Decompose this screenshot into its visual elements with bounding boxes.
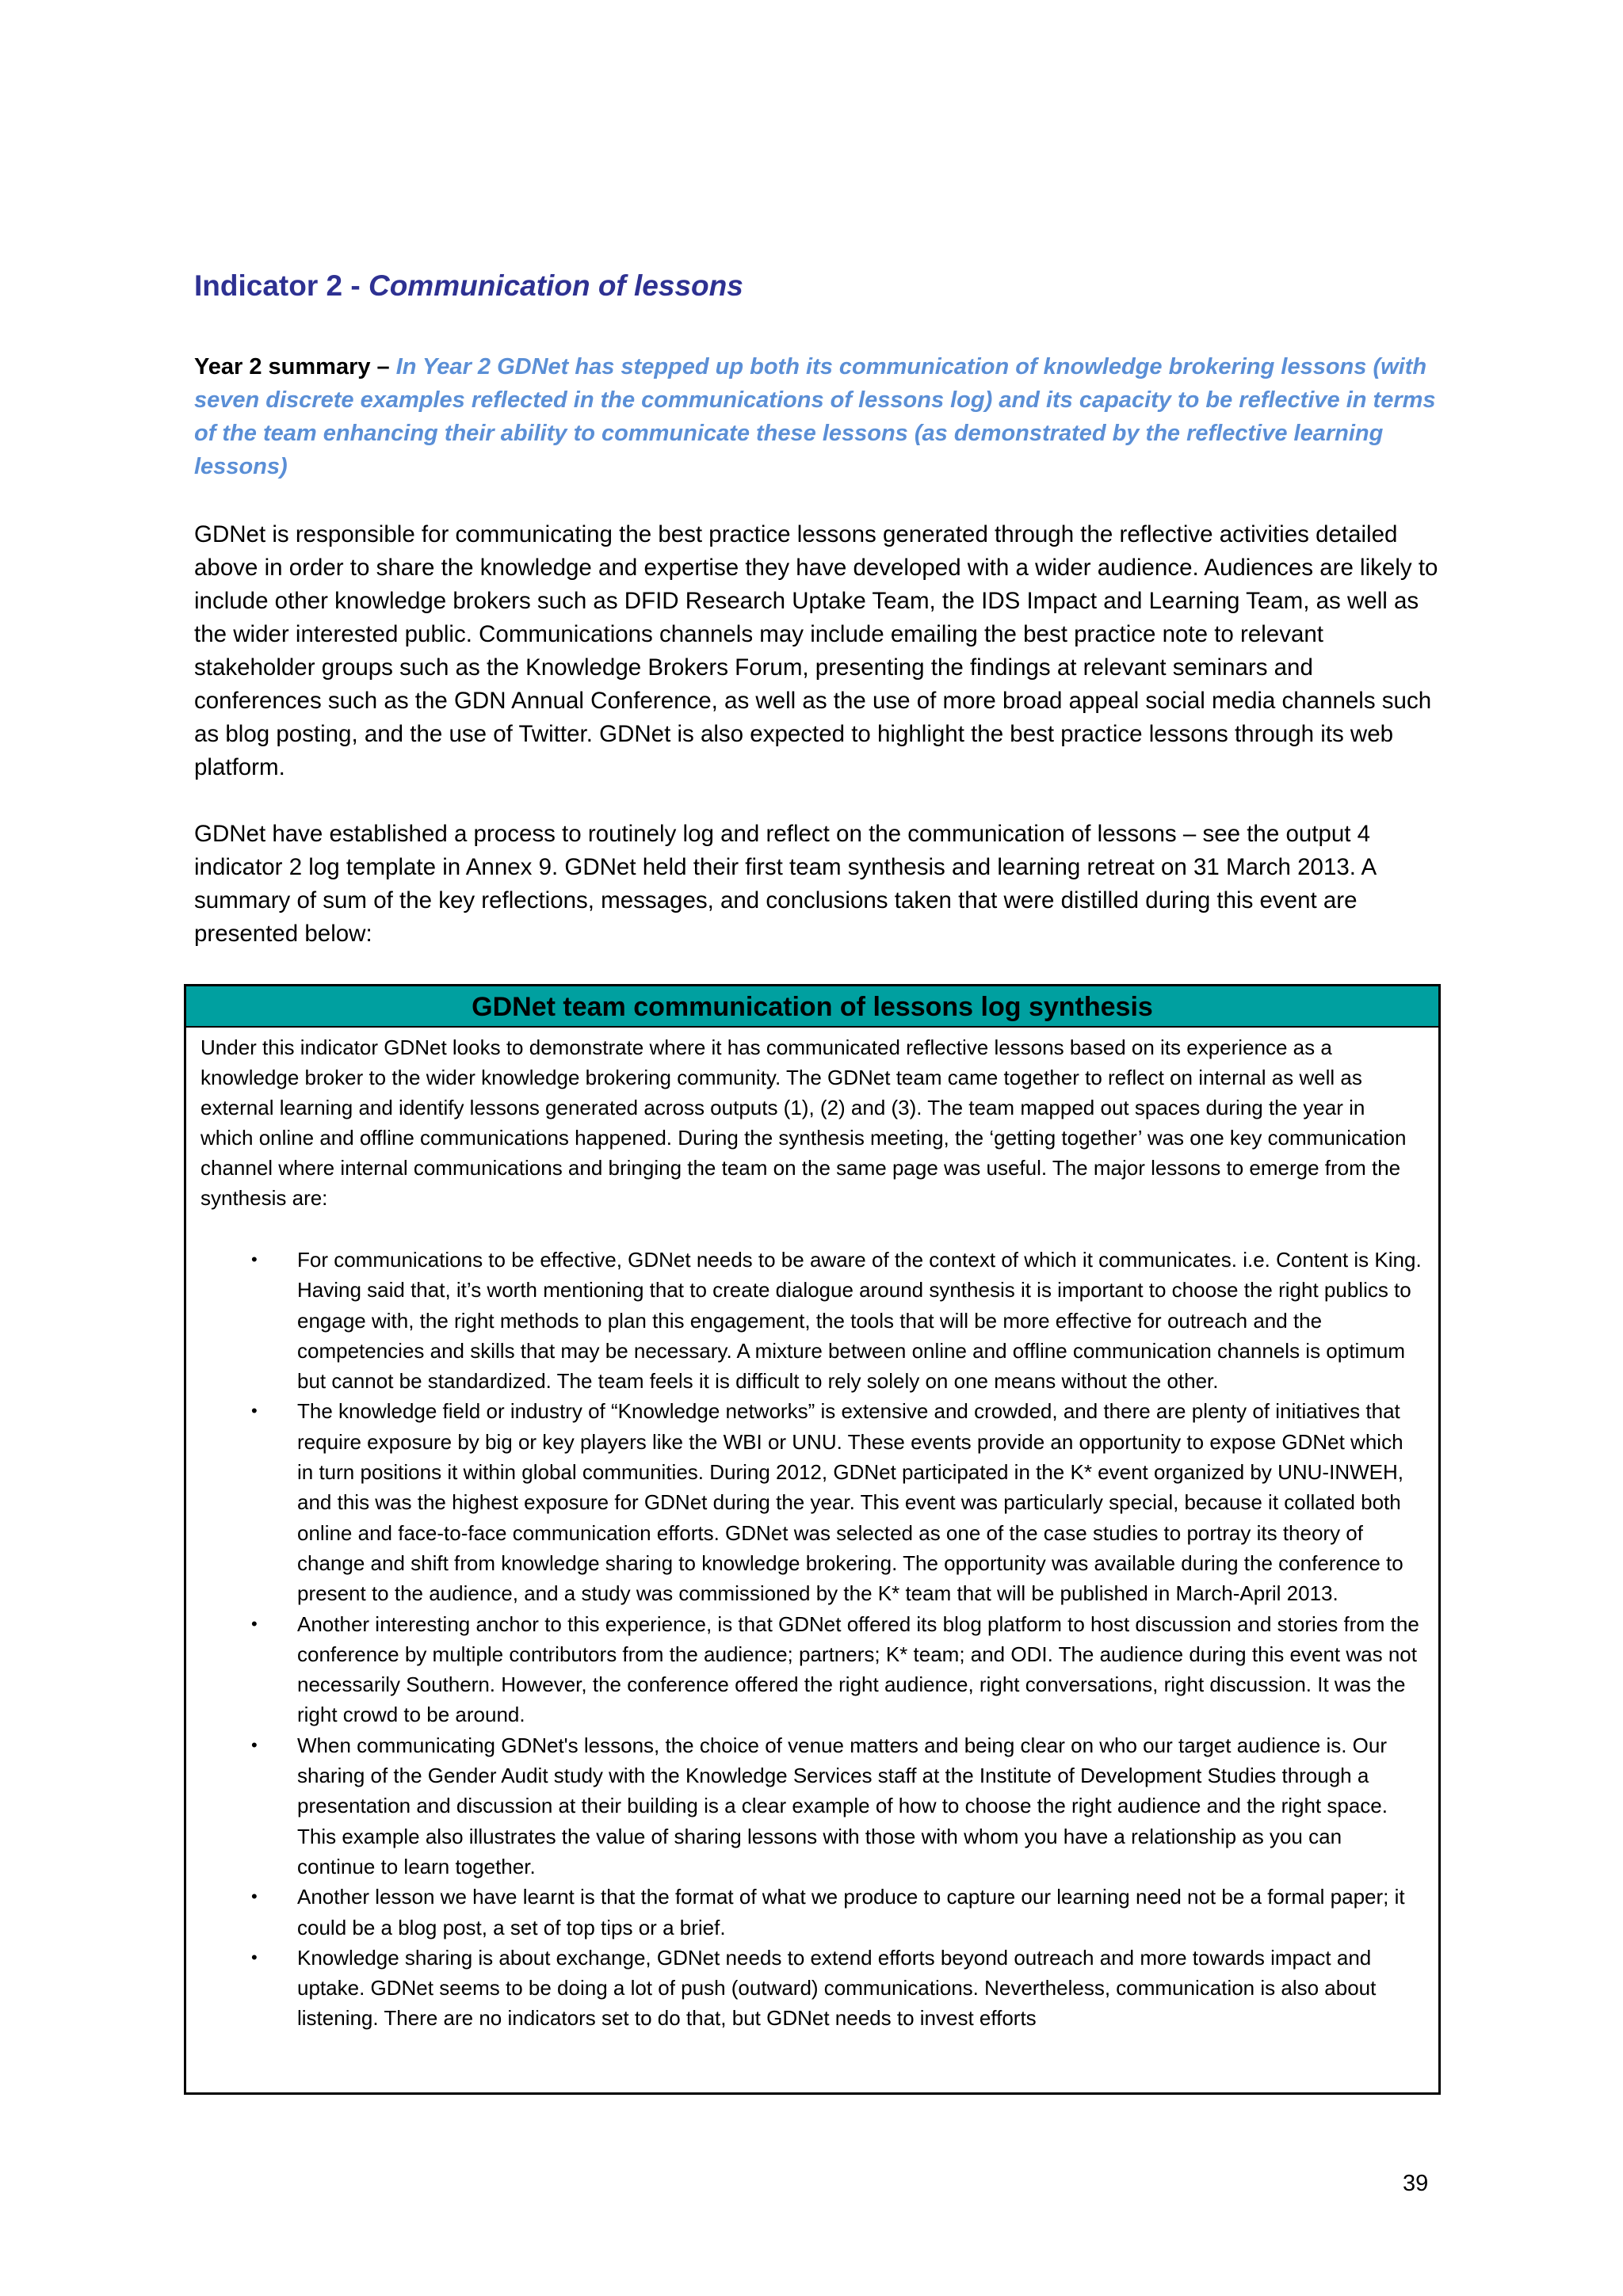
heading-title: Communication of lessons [368, 269, 743, 302]
summary-lead: Year 2 summary – [194, 354, 396, 379]
list-item-text: For communications to be effective, GDNet needs to be aware of the context of which it communicates. i.e. Content is King. Having said that, it’s worth mentioning that to create dialogue around synthesis it is important to choose the right publics to engage with, the right methods to plan this engagement, the tools that will be more effective for outreach and the competencies and skills that may be necessary. A mixture between online and offline communication channels is optimum but cannot be standardized. The team feels it is difficult to rely solely on one means without the other. [297, 1248, 1422, 1394]
bullet-icon: • [251, 1249, 258, 1269]
list-item-text: Another lesson we have learnt is that the format of what we produce to capture our learning need not be a formal paper; it could be a blog post, a set of top tips or a brief. [297, 1885, 1405, 1939]
page-number: 39 [1403, 2171, 1429, 2196]
list-item [186, 1730, 1438, 1882]
section-heading [194, 269, 743, 303]
list-item-text: When communicating GDNet's lessons, the choice of venue matters and being clear on who our target audience is. Our sharing of the Gender Audit study with the Knowledge Services staff at the Institute of Development Studies through a presentation and discussion at their building is a clear example of how to choose the right audience and the right space. This example also illustrates the value of sharing lessons with those with whom you have a relationship as you can continue to learn together. [297, 1733, 1388, 1878]
bullet-icon: • [251, 1947, 258, 1967]
list-item-text: The knowledge field or industry of “Knowledge networks” is extensive and crowded, and there are plenty of initiatives that require exposure by big or key players like the WBI or UNU. These events provide an opportunity to expose GDNet which in turn positions it within global communities. During 2012, GDNet participated in the K* event organized by UNU-INWEH, and this was the highest exposure for GDNet during the year. This event was particularly special, because it collated both online and face-to-face communication efforts. GDNet was selected as one of the case studies to portray its theory of change and shift from knowledge sharing to knowledge brokering. The opportunity was available during the conference to present to the audience, and a study was commissioned by the K* team that will be published in March-April 2013. [297, 1399, 1403, 1606]
bullet-icon: • [251, 1401, 258, 1421]
list-item [186, 1943, 1438, 2034]
lessons-list [186, 1245, 1438, 2034]
list-item-text: Another interesting anchor to this experience, is that GDNet offered its blog platform to host discussion and stories from the conference by multiple contributors from the audience; partners; K* team; and ODI. The audience during this event was not necessarily Southern. However, the conference offered the right audience, right conversations, right discussion. It was the right crowd to be around. [297, 1611, 1419, 1727]
paragraph-responsibility: GDNet is responsible for communicating the best practice lessons generated through the reflective activities detailed above in order to share the knowledge and expertise they have developed with a wider audience. Audiences are likely to include other knowledge brokers such as DFID Research Uptake Team, the IDS Impact and Learning Team, as well as the wider interested public. Communications channels may include emailing the best practice note to relevant stakeholder groups such as the Knowledge Brokers Forum, presenting the findings at relevant seminars and conferences such as the GDN Annual Conference, as well as the use of more broad appeal social media channels such as blog posting, and the use of Twitter. GDNet is also expected to highlight the best practice lessons through its web platform. [194, 521, 1438, 780]
year-2-summary [194, 350, 1442, 483]
list-item [186, 1882, 1438, 1943]
summary-text: In Year 2 GDNet has stepped up both its communication of knowledge brokering lessons (with seven discrete examples reflected in the communications of lessons log) and its capacity to be reflective in terms of the team enhancing their ability to communicate these lessons (as demonstrated by the reflective learning lessons) [194, 354, 1436, 479]
list-item-text: Knowledge sharing is about exchange, GDNet needs to extend efforts beyond outreach and more towards impact and uptake. GDNet seems to be doing a lot of push (outward) communications. Nevertheless, communication is also about listening. There are no indicators set to do that, but GDNet needs to invest efforts [297, 1945, 1377, 2031]
synthesis-box [184, 984, 1441, 2095]
list-item [186, 1609, 1438, 1730]
paragraph-process: GDNet have established a process to routinely log and reflect on the communication of lessons – see the output 4 indicator 2 log template in Annex 9. GDNet held their first team synthesis and learning retreat on 31 March 2013. A summary of sum of the key reflections, messages, and conclusions taken that were distilled during this event are presented below: [194, 821, 1376, 947]
synthesis-box-title: GDNet team communication of lessons log synthesis [186, 986, 1438, 1028]
bullet-icon: • [251, 1613, 258, 1634]
heading-prefix: Indicator 2 - [194, 269, 369, 302]
list-item [186, 1245, 1438, 1396]
synthesis-box-intro: Under this indicator GDNet looks to demonstrate where it has communicated reflective lessons based on its experience as a knowledge broker to the wider knowledge brokering community. The GDNet team came together to reflect on internal as well as external learning and identify lessons generated across outputs (1), (2) and (3). The team mapped out spaces during the year in which online and offline communications happened. During the synthesis meeting, the ‘getting together’ was one key communication channel where internal communications and bringing the team on the same page was useful. The major lessons to emerge from the synthesis are: [200, 1035, 1407, 1210]
list-item [186, 1396, 1438, 1608]
bullet-icon: • [251, 1886, 258, 1907]
bullet-icon: • [251, 1734, 258, 1755]
